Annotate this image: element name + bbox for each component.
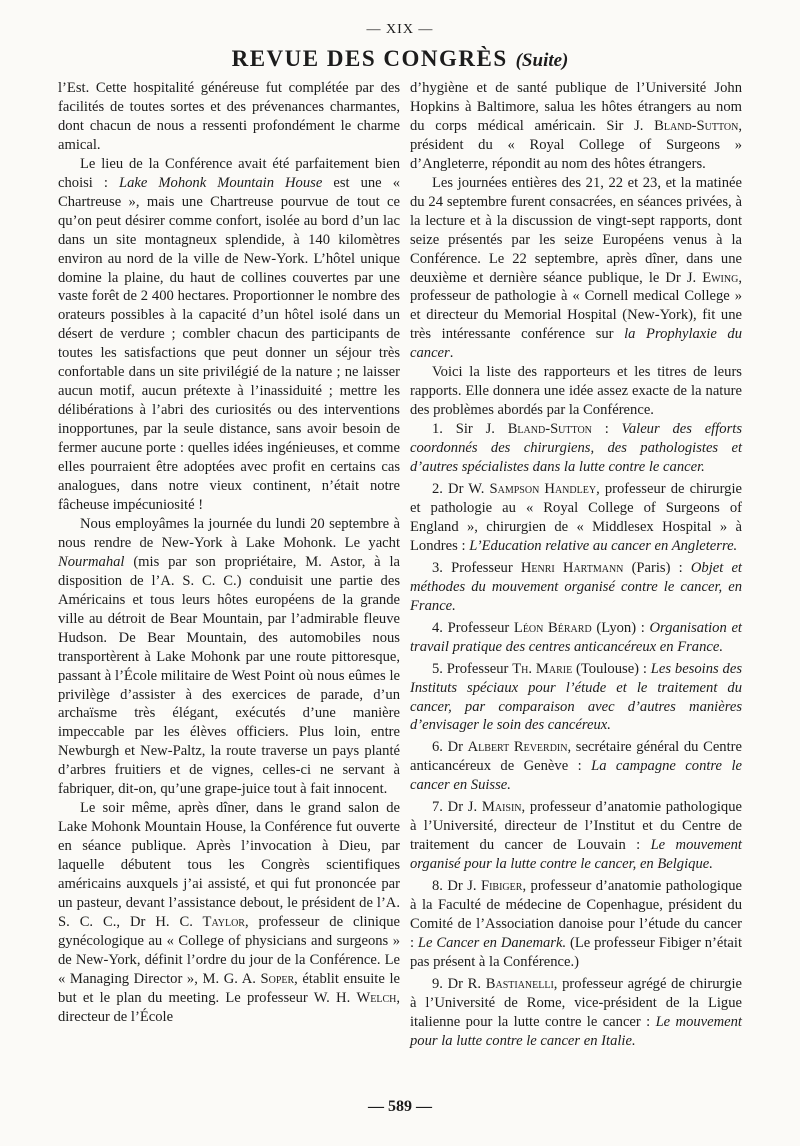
list-item: 3. Professeur Henri Hartmann (Paris) : Objet et méthodes du mouvement organisé contre le cancer, en France. [410, 559, 742, 614]
list-item: 1. Sir J. Bland-Sutton : Valeur des efforts coordonnés des chirurgiens, des pathologistes et d’autres spécialistes dans la lutte contre le cancer. [410, 421, 742, 476]
list-item: 2. Dr W. Sampson Handley, professeur de chirurgie et pathologie au « Royal College of Surgeons of England », chirurgien de « Middlesex Hospital » à Londres : L’Education relative au cancer en Angleterre. [410, 481, 743, 554]
paragraph: l’Est. Cette hospitalité généreuse fut complétée par des facilités de toutes sortes et des prévenances charmantes, dont chacun de nous a ressenti profondément le charme amical. [58, 80, 400, 153]
paragraph: Voici la liste des rapporteurs et les titres de leurs rapports. Elle donnera une idée assez exacte de la nature des problèmes abordés par la Conférence. [410, 364, 742, 419]
paragraph: Le soir même, après dîner, dans le grand salon de Lake Mohonk Mountain House, la Conférence fut ouverte en séance publique. Après l’invocation à Dieu, par laquelle débutent tous les Congrès scientifiques américains auxquels j’ai assisté, et qui fut prononcée par un pasteur, devant l’assistance debout, le président de l’A. S. C. C., Dr H. C. Taylor, professeur de clinique gynécologique au « College of physicians and surgeons » de New-York, définit l’ordre du jour de la Conférence. Le « Managing Director », M. G. A. Soper, établit ensuite le but et le plan du meeting. Le professeur W. H. Welch, directeur de l’École [58, 800, 400, 1025]
page-number: — 589 — [368, 1098, 432, 1115]
title-main: REVUE DES CONGRÈS [231, 46, 508, 71]
paragraph: Les journées entières des 21, 22 et 23, et la matinée du 24 septembre furent consacrées, en séances privées, à la lecture et à la discussion de vingt-sept rapports, dont seize présentés par les seize Européens venus à la Conférence. Le 22 septembre, après dîner, dans une deuxième et dernière séance publique, le Dr J. Ewing, professeur de pathologie à « Cornell medical College » et directeur du Memorial Hospital (New-York), fit une très intéressante conférence sur la Prophylaxie du cancer. [410, 174, 742, 362]
paragraph: Le lieu de la Conférence avait été parfaitement bien choisi : Lake Mohonk Mountain House est une « Chartreuse », mais une Chartreuse pourvue de tout ce qu’on peut désirer comme confort, isolée au bord d’un lac dans un site montagneux splendide, à 140 kilomètres environ au nord de la ville de New-York. L’hôtel unique domine la plaine, du haut de collines couvertes par une vaste forêt de 2 400 hectares. Proportionner le nombre des orateurs possibles à la capacité d’un hôtel isolé dans un désert de verdure ; combler chacun des participants de toutes les satisfactions que peut donner un séjour très confortable dans un site privilégié de la nature ; ne laisser aucun motif, aucun prétexte à l’inassiduité ; mettre les délibérations à l’abri des curiosités ou des interventions inopportunes, par la seule distance, sans avoir besoin de fermer aucune porte : quelles idées ingénieuses, et comme elles pourraient être adoptées avec profit en certains cas analogues, dans notre vieux continent, n’était notre fâcheuse impécuniosité ! [58, 155, 400, 513]
list-item: 9. Dr R. Bastianelli, professeur agrégé de chirurgie à l’Université de Rome, vice-président de la Ligue italienne pour la lutte contre le cancer : Le mouvement pour la lutte contre le cancer en Italie. [410, 975, 742, 1049]
page-title [0, 46, 800, 72]
left-column [58, 79, 400, 1027]
list-item: 8. Dr J. Fibiger, professeur d’anatomie pathologique à la Faculté de médecine de Copenhague, président du Comité de l’Association danoise pour l’étude du cancer : Le Cancer en Danemark. (Le professeur Fibiger n’était pas présent à la Conférence.) [410, 878, 743, 970]
list-item: 7. Dr J. Maisin, professeur d’anatomie pathologique à l’Université, directeur de l’Institut et du Centre de traitement du cancer de Louvain : Le mouvement organisé pour la lutte contre le cancer, en Belgique. [410, 799, 742, 873]
title-suffix: (Suite) [515, 50, 569, 71]
page-header-roman-numeral: — XIX — [366, 22, 434, 37]
paragraph: Nous employâmes la journée du lundi 20 septembre à nous rendre de New-York à Lake Mohonk. Le yacht Nourmahal (mis par son propriétaire, M. Astor, à la disposition de l’A. S. C. C.) conduisit une partie des Américains et tous leurs hôtes européens de la grande ville au détroit de Bear Mountain, par l’admirable fleuve Hudson. De Bear Mountain, des automobiles nous transportèrent à Lake Mohonk par une route pittoresque, passant à l’École militaire de West Point où nous eûmes le privilège d’assister à des exercices de parade, d’un archaïsme très élégant, exécutés d’une manière impeccable par les élèves officiers. Plus loin, entre Newburgh et New-Paltz, la route traverse un pays planté d’arbres fruitiers et de vignes, celles-ci ne servant à fabriquer, dit-on, qu’une grape-juice tout à fait innocent. [58, 515, 400, 798]
list-item: 5. Professeur Th. Marie (Toulouse) : Les besoins des Instituts spéciaux pour l’étude et le traitement du cancer, par comparaison avec d’autres manières d’envisager le soin des cancéreux. [410, 660, 742, 734]
list-item: 4. Professeur Léon Bérard (Lyon) : Organisation et travail pratique des centres anticancéreux en France. [410, 619, 742, 655]
paragraph: d’hygiène et de santé publique de l’Université John Hopkins à Baltimore, salua les hôtes étrangers au nom du corps médical américain. Sir J. Bland-Sutton, président du « Royal College of Surgeons » d’Angleterre, répondit au nom des hôtes étrangers. [410, 80, 742, 172]
rapporteurs-list [410, 420, 742, 1051]
list-item: 6. Dr Albert Reverdin, secrétaire général du Centre anticancéreux de Genève : La campagne contre le cancer en Suisse. [410, 739, 742, 794]
right-column [410, 79, 742, 1054]
